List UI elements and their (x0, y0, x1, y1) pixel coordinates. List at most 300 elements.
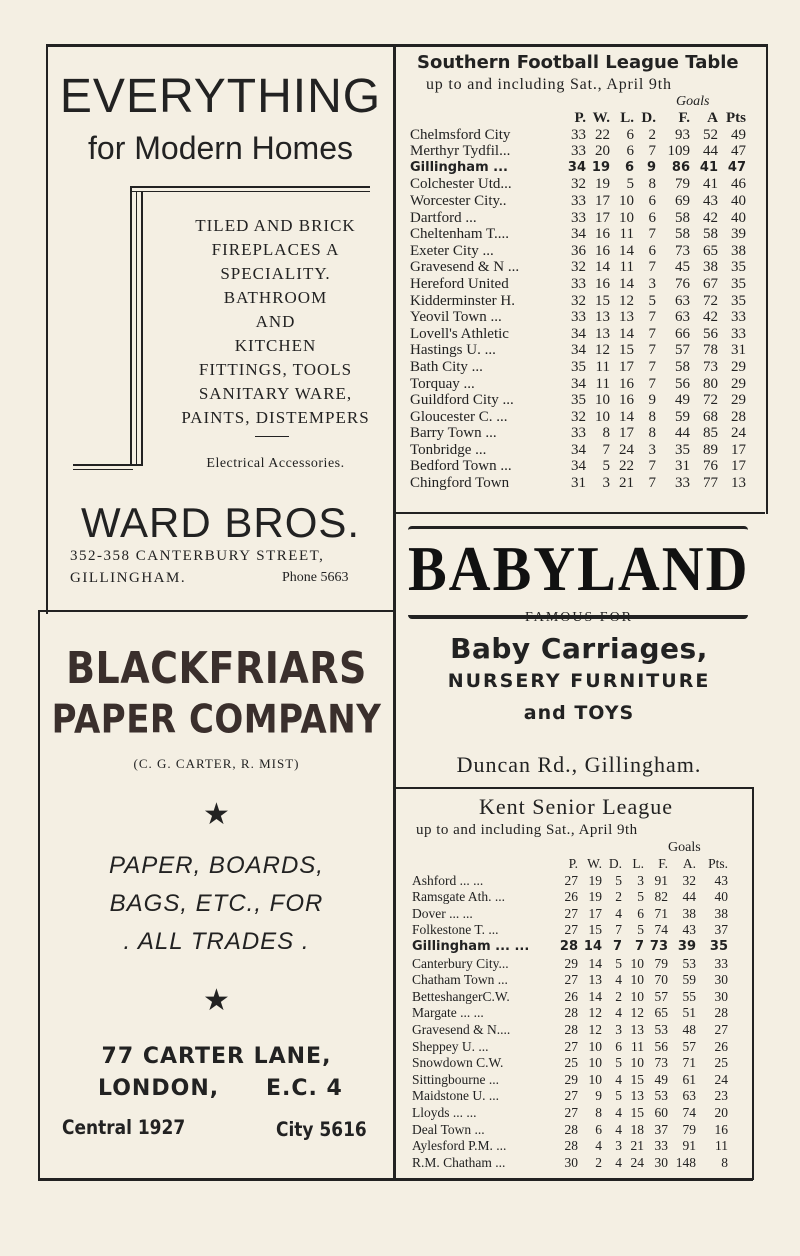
stat-cell-p: 33 (571, 192, 586, 209)
stat-cell-p: 31 (571, 475, 586, 492)
team-name-cell: Lloyds ... ... (412, 1104, 477, 1120)
ad-headline: EVERYTHING (59, 70, 382, 123)
stat-cell-w: 16 (595, 242, 610, 259)
babyland-line3: and TOYS (523, 702, 635, 724)
table-body (412, 873, 728, 1172)
stat-cell-d: 5 (648, 292, 656, 309)
table-row (412, 1055, 728, 1072)
table-subtitle: up to and including Sat., April 9th (416, 822, 638, 838)
team-name-cell: Bath City ... (410, 358, 483, 375)
stat-cell-d: 6 (648, 192, 656, 209)
feature-line: SANITARY WARE, (198, 384, 353, 403)
stat-cell-f: 59 (675, 408, 690, 425)
team-name-cell: Deal Town ... (412, 1121, 485, 1137)
stat-cell-w: 11 (595, 358, 610, 375)
stat-cell-d: 3 (615, 1138, 622, 1154)
stat-cell-f: 44 (675, 425, 690, 442)
table-row (412, 1138, 728, 1155)
stat-cell-p: 28 (559, 938, 578, 954)
stat-cell-d: 9 (646, 159, 656, 175)
stat-cell-f: 93 (675, 126, 690, 143)
col-header: W. (592, 110, 610, 126)
ad-feature-list (158, 214, 393, 430)
stat-cell-l: 10 (619, 209, 634, 226)
col-header: P. (574, 110, 586, 126)
stat-cell-w: 17 (588, 905, 602, 921)
stat-cell-w: 10 (595, 408, 610, 425)
team-name-cell: Chatham Town ... (412, 972, 508, 988)
feature-line: SPECIALITY. (220, 264, 331, 283)
stat-cell-f: 49 (675, 392, 690, 409)
stat-cell-d: 5 (615, 872, 622, 888)
stat-cell-pts: 40 (714, 889, 728, 905)
stat-cell-pts: 11 (715, 1138, 728, 1154)
ad-accessories: Electrical Accessories. (206, 456, 345, 471)
stat-cell-pts: 38 (731, 242, 746, 259)
table-row (410, 127, 746, 144)
stat-cell-l: 11 (619, 259, 634, 276)
team-name-cell: Yeovil Town ... (410, 309, 502, 326)
table-row (412, 1088, 728, 1105)
stat-cell-l: 24 (630, 1154, 644, 1170)
decorative-rule (130, 191, 370, 192)
team-name-cell: Gillingham ... (410, 159, 508, 175)
feature-line: KITCHEN (234, 336, 317, 355)
stat-cell-p: 33 (571, 126, 586, 143)
stat-cell-d: 7 (612, 938, 622, 954)
team-name-cell: Hastings U. ... (410, 342, 496, 359)
table-row (412, 906, 728, 923)
table-row (410, 458, 746, 475)
stat-cell-d: 8 (648, 176, 656, 193)
stat-cell-w: 15 (595, 292, 610, 309)
table-row (412, 1105, 728, 1122)
col-header: L. (620, 110, 634, 126)
stat-cell-d: 7 (648, 458, 656, 475)
stat-cell-a: 38 (682, 905, 696, 921)
stat-cell-a: 67 (703, 275, 718, 292)
stat-cell-l: 3 (637, 872, 644, 888)
table-row (410, 409, 746, 426)
stat-cell-w: 10 (588, 1055, 602, 1071)
stat-cell-pts: 29 (731, 375, 746, 392)
stat-cell-d: 4 (615, 1121, 622, 1137)
stat-cell-f: 66 (675, 325, 690, 342)
stat-cell-w: 19 (588, 872, 602, 888)
stat-cell-pts: 38 (714, 905, 728, 921)
stat-cell-l: 14 (619, 408, 634, 425)
stat-cell-p: 33 (571, 275, 586, 292)
stat-cell-a: 44 (703, 143, 718, 160)
stat-cell-p: 27 (564, 972, 578, 988)
stat-cell-p: 32 (571, 292, 586, 309)
stat-cell-pts: 28 (714, 1005, 728, 1021)
team-name-cell: Ashford ... ... (412, 872, 484, 888)
stat-cell-p: 28 (564, 1138, 578, 1154)
stat-cell-a: 41 (699, 159, 718, 175)
table-row (412, 1022, 728, 1039)
stat-cell-l: 15 (630, 1104, 644, 1120)
stat-cell-a: 78 (703, 342, 718, 359)
babyland-advert (396, 514, 762, 786)
table-title: Southern Football League Table (417, 52, 739, 73)
stat-cell-l: 18 (630, 1121, 644, 1137)
stat-cell-d: 5 (615, 955, 622, 971)
stat-cell-w: 17 (595, 209, 610, 226)
stat-cell-a: 91 (682, 1138, 696, 1154)
stat-cell-f: 37 (654, 1121, 668, 1137)
team-name-cell: Sittingbourne ... (412, 1071, 499, 1087)
col-header: Pts. (708, 856, 728, 871)
stat-cell-pts: 27 (714, 1021, 728, 1037)
stat-cell-d: 7 (648, 342, 656, 359)
address-line1: 77 CARTER LANE, (101, 1044, 332, 1069)
stat-cell-l: 13 (619, 309, 634, 326)
feature-line: PAINTS, DISTEMPERS (181, 408, 370, 427)
stat-cell-pts: 8 (721, 1154, 728, 1170)
stat-cell-w: 10 (588, 1071, 602, 1087)
stat-cell-p: 27 (564, 905, 578, 921)
stat-cell-pts: 33 (731, 325, 746, 342)
table-row (412, 939, 728, 956)
feature-line: FITTINGS, TOOLS (198, 360, 353, 379)
table-row (410, 276, 746, 293)
team-name-cell: Gillingham ... ... (412, 938, 530, 954)
stat-cell-d: 2 (615, 988, 622, 1004)
company-name-line2: PAPER COMPANY (51, 697, 382, 743)
stat-cell-pts: 20 (714, 1104, 728, 1120)
stat-cell-p: 29 (564, 1071, 578, 1087)
stat-cell-w: 14 (588, 988, 602, 1004)
stat-cell-p: 27 (564, 872, 578, 888)
stat-cell-p: 32 (571, 408, 586, 425)
stat-cell-d: 7 (648, 358, 656, 375)
stat-cell-p: 27 (564, 1104, 578, 1120)
stat-cell-pts: 24 (714, 1071, 728, 1087)
stat-cell-w: 8 (602, 425, 610, 442)
table-row (410, 359, 746, 376)
col-header: F. (678, 110, 690, 126)
stat-cell-w: 11 (595, 375, 610, 392)
star-icon: ★ (203, 983, 230, 1018)
stat-cell-f: 33 (675, 475, 690, 492)
stat-cell-w: 2 (595, 1154, 602, 1170)
stat-cell-a: 74 (682, 1104, 696, 1120)
team-name-cell: Gloucester C. ... (410, 408, 508, 425)
stat-cell-a: 43 (682, 922, 696, 938)
stat-cell-w: 7 (602, 441, 610, 458)
stat-cell-p: 27 (564, 1088, 578, 1104)
stat-cell-l: 12 (630, 1005, 644, 1021)
stat-cell-w: 17 (595, 192, 610, 209)
stat-cell-d: 4 (615, 972, 622, 988)
table-row (410, 243, 746, 260)
stat-cell-f: 56 (654, 1038, 668, 1054)
blackfriars-advert (40, 614, 393, 1178)
team-name-cell: Aylesford P.M. ... (412, 1138, 507, 1154)
stat-cell-l: 16 (619, 392, 634, 409)
team-name-cell: Dover ... ... (412, 905, 473, 921)
stat-cell-pts: 37 (714, 922, 728, 938)
stat-cell-l: 17 (619, 358, 634, 375)
stat-cell-pts: 35 (731, 292, 746, 309)
team-name-cell: Maidstone U. ... (412, 1088, 499, 1104)
stat-cell-f: 70 (654, 972, 668, 988)
col-header: P. (568, 856, 578, 871)
stat-cell-l: 5 (637, 922, 644, 938)
stat-cell-l: 6 (624, 159, 634, 175)
stat-cell-w: 13 (595, 325, 610, 342)
stat-cell-pts: 30 (714, 972, 728, 988)
stat-cell-d: 7 (648, 325, 656, 342)
stat-cell-a: 38 (703, 259, 718, 276)
team-name-cell: Gravesend & N.... (412, 1021, 511, 1037)
stat-cell-p: 34 (571, 342, 586, 359)
stat-cell-f: 79 (654, 955, 668, 971)
stat-cell-l: 24 (619, 441, 634, 458)
team-name-cell: BetteshangerC.W. (412, 988, 510, 1004)
stat-cell-w: 3 (602, 475, 610, 492)
stat-cell-l: 21 (619, 475, 634, 492)
stat-cell-d: 5 (615, 1055, 622, 1071)
stat-cell-pts: 13 (731, 475, 746, 492)
table-row (412, 922, 728, 939)
stat-cell-d: 7 (615, 922, 622, 938)
table-header-row (410, 110, 746, 127)
stat-cell-a: 55 (682, 988, 696, 1004)
right-mid-rule (395, 787, 753, 789)
col-header: L. (632, 856, 644, 871)
phone-central: Central 1927 (62, 1116, 186, 1140)
stat-cell-f: 57 (675, 342, 690, 359)
team-name-cell: Chelmsford City (410, 126, 511, 143)
stat-cell-l: 14 (619, 325, 634, 342)
stat-cell-l: 5 (637, 889, 644, 905)
stat-cell-d: 5 (615, 1088, 622, 1104)
stat-cell-a: 148 (675, 1154, 696, 1170)
babyland-address: Duncan Rd., Gillingham. (456, 752, 702, 777)
team-name-cell: Guildford City ... (410, 392, 514, 409)
stat-cell-p: 27 (564, 1038, 578, 1054)
stat-cell-w: 5 (602, 458, 610, 475)
stat-cell-a: 65 (703, 242, 718, 259)
table-row (412, 1039, 728, 1056)
stat-cell-pts: 17 (731, 441, 746, 458)
decorative-rule (136, 191, 137, 466)
stat-cell-p: 26 (564, 988, 578, 1004)
ad-subheadline: for Modern Homes (88, 130, 353, 166)
stat-cell-p: 33 (571, 143, 586, 160)
stat-cell-p: 30 (564, 1154, 578, 1170)
stat-cell-p: 36 (571, 242, 586, 259)
logo-text: BABYLAND (408, 532, 750, 605)
stat-cell-f: 65 (654, 1005, 668, 1021)
table-row (410, 326, 746, 343)
feature-line: TILED AND BRICK (195, 216, 356, 235)
stat-cell-l: 7 (634, 938, 644, 954)
stat-cell-l: 12 (619, 292, 634, 309)
stat-cell-pts: 29 (731, 358, 746, 375)
stat-cell-a: 72 (703, 392, 718, 409)
stat-cell-l: 21 (630, 1138, 644, 1154)
table-row (410, 176, 746, 193)
stat-cell-p: 33 (571, 209, 586, 226)
stat-cell-a: 52 (703, 126, 718, 143)
table-row (412, 873, 728, 890)
stat-cell-a: 32 (682, 872, 696, 888)
league-table (412, 856, 728, 1171)
table-row (410, 160, 746, 177)
stat-cell-a: 59 (682, 972, 696, 988)
stat-cell-p: 32 (571, 176, 586, 193)
stat-cell-d: 9 (648, 392, 656, 409)
stat-cell-pts: 31 (731, 342, 746, 359)
team-name-cell: Dartford ... (410, 209, 477, 226)
stat-cell-d: 8 (648, 408, 656, 425)
stat-cell-p: 33 (571, 425, 586, 442)
stat-cell-d: 8 (648, 425, 656, 442)
famous-for: FAMOUS FOR (524, 610, 634, 625)
stat-cell-p: 33 (571, 309, 586, 326)
stat-cell-pts: 46 (731, 176, 746, 193)
stat-cell-w: 13 (595, 309, 610, 326)
table-header-row (412, 856, 728, 873)
southern-league-table (400, 48, 762, 510)
stat-cell-w: 9 (595, 1088, 602, 1104)
stat-cell-pts: 17 (731, 458, 746, 475)
stat-cell-f: 58 (675, 209, 690, 226)
stat-cell-l: 10 (630, 988, 644, 1004)
table-row (412, 889, 728, 906)
team-name-cell: Bedford Town ... (410, 458, 512, 475)
stat-cell-f: 69 (675, 192, 690, 209)
decorative-rule (73, 464, 143, 466)
stat-cell-p: 34 (571, 441, 586, 458)
stat-cell-d: 4 (615, 1005, 622, 1021)
stat-cell-a: 44 (682, 889, 696, 905)
stat-cell-d: 7 (648, 259, 656, 276)
stat-cell-d: 4 (615, 905, 622, 921)
stat-cell-l: 10 (630, 1055, 644, 1071)
stat-cell-p: 34 (571, 375, 586, 392)
col-header: D. (641, 110, 656, 126)
stat-cell-p: 32 (571, 259, 586, 276)
stat-cell-f: 53 (654, 1088, 668, 1104)
stat-cell-pts: 43 (714, 872, 728, 888)
stat-cell-pts: 16 (714, 1121, 728, 1137)
team-name-cell: Hereford United (410, 275, 509, 292)
stat-cell-l: 6 (626, 143, 634, 160)
team-name-cell: Exeter City ... (410, 242, 494, 259)
stat-cell-pts: 33 (731, 309, 746, 326)
feature-line: FIREPLACES A (211, 240, 340, 259)
stat-cell-f: 82 (654, 889, 668, 905)
team-name-cell: Merthyr Tydfil... (410, 143, 511, 160)
stat-cell-a: 51 (682, 1005, 696, 1021)
phone-city: City 5616 (276, 1118, 367, 1142)
address-line2-city: LONDON, (98, 1076, 220, 1101)
stat-cell-p: 34 (571, 325, 586, 342)
stat-cell-w: 13 (588, 972, 602, 988)
team-name-cell: Sheppey U. ... (412, 1038, 489, 1054)
table-row (410, 193, 746, 210)
table-row (412, 1122, 728, 1139)
stat-cell-a: 42 (703, 209, 718, 226)
address-line2-postcode: E.C. 4 (266, 1076, 343, 1101)
stat-cell-pts: 47 (731, 143, 746, 160)
table-row (410, 342, 746, 359)
ad-phone: Phone 5663 (282, 570, 349, 585)
stat-cell-a: 68 (703, 408, 718, 425)
stat-cell-w: 16 (595, 275, 610, 292)
stat-cell-l: 15 (630, 1071, 644, 1087)
stat-cell-w: 19 (595, 176, 610, 193)
col-header: Pts (726, 110, 746, 126)
stat-cell-f: 35 (675, 441, 690, 458)
stat-cell-d: 4 (615, 1154, 622, 1170)
stat-cell-p: 28 (564, 1021, 578, 1037)
stat-cell-l: 11 (631, 1038, 644, 1054)
stat-cell-a: 79 (682, 1121, 696, 1137)
stat-cell-f: 109 (667, 143, 690, 160)
stat-cell-f: 33 (654, 1138, 668, 1154)
stat-cell-p: 35 (571, 392, 586, 409)
table-subtitle: up to and including Sat., April 9th (426, 76, 672, 93)
stat-cell-l: 16 (619, 375, 634, 392)
decorative-rule (130, 186, 370, 188)
stat-cell-pts: 28 (731, 408, 746, 425)
stat-cell-p: 28 (564, 1121, 578, 1137)
stat-cell-a: 63 (682, 1088, 696, 1104)
table-row (410, 475, 746, 492)
stat-cell-f: 73 (654, 1055, 668, 1071)
team-name-cell: Folkestone T. ... (412, 922, 499, 938)
stat-cell-p: 28 (564, 1005, 578, 1021)
team-name-cell: R.M. Chatham ... (412, 1154, 506, 1170)
stat-cell-f: 86 (671, 159, 690, 175)
league-table (410, 110, 746, 492)
babyland-logo (408, 526, 748, 619)
stat-cell-pts: 35 (709, 938, 728, 954)
stat-cell-pts: 26 (714, 1038, 728, 1054)
stat-cell-a: 61 (682, 1071, 696, 1087)
stat-cell-d: 2 (615, 889, 622, 905)
stat-cell-w: 10 (588, 1038, 602, 1054)
stat-cell-w: 10 (595, 392, 610, 409)
team-name-cell: Canterbury City... (412, 955, 509, 971)
stat-cell-pts: 35 (731, 275, 746, 292)
stat-cell-f: 73 (649, 938, 668, 954)
table-row (410, 259, 746, 276)
stat-cell-pts: 30 (714, 988, 728, 1004)
col-header: W. (587, 856, 602, 871)
stat-cell-pts: 35 (731, 259, 746, 276)
decorative-rule (141, 191, 143, 466)
stat-cell-f: 58 (675, 226, 690, 243)
stat-cell-p: 34 (571, 226, 586, 243)
stat-cell-pts: 40 (731, 192, 746, 209)
stat-cell-d: 7 (648, 475, 656, 492)
ad-address-line1: 352-358 CANTERBURY STREET, (70, 548, 325, 564)
stat-cell-d: 3 (648, 441, 656, 458)
ward-bros-advert (48, 48, 393, 610)
table-row (410, 309, 746, 326)
stat-cell-f: 45 (675, 259, 690, 276)
feature-line: BATHROOM (223, 288, 328, 307)
decorative-rule (130, 186, 132, 466)
stat-cell-l: 22 (619, 458, 634, 475)
stat-cell-a: 43 (703, 192, 718, 209)
